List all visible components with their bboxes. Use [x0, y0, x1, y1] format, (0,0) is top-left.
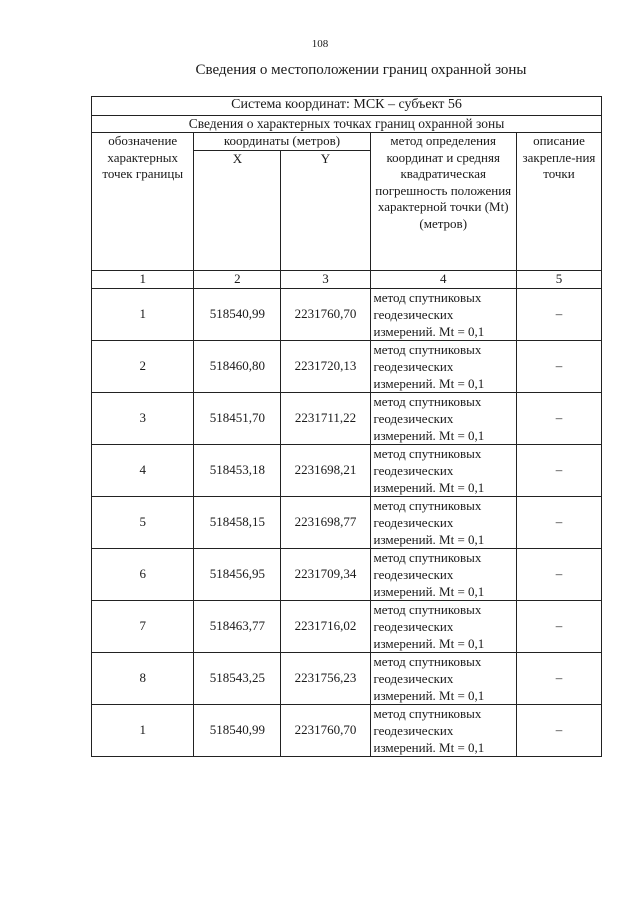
y-cell: 2231698,21 [281, 444, 370, 496]
point-cell: 3 [92, 392, 194, 444]
y-cell: 2231760,70 [281, 288, 370, 340]
method-cell: метод спутниковых геодезических измерений. Mt = 0,1 [370, 288, 516, 340]
header-y: Y [320, 150, 331, 166]
x-cell: 518451,70 [194, 392, 281, 444]
method-cell: метод спутниковых геодезических измерений. Mt = 0,1 [370, 392, 516, 444]
point-cell: 6 [92, 548, 194, 600]
point-cell: 1 [92, 288, 194, 340]
column-number: 5 [516, 270, 601, 288]
point-cell: 8 [92, 652, 194, 704]
y-cell: 2231698,77 [281, 496, 370, 548]
column-number: 1 [92, 270, 194, 288]
header-method: метод определения координат и средняя квадратическая погрешность положения характерной точки (Mt) (метров) [370, 133, 516, 271]
point-cell: 1 [92, 704, 194, 756]
fixing-cell: – [516, 444, 601, 496]
fixing-cell: – [516, 600, 601, 652]
y-cell: 2231720,13 [281, 340, 370, 392]
table-row [92, 496, 602, 548]
x-cell: 518453,18 [194, 444, 281, 496]
table-row [92, 288, 602, 340]
coordinate-system-cell: Система координат: МСК – субъект 56 [92, 97, 602, 116]
method-cell: метод спутниковых геодезических измерений. Mt = 0,1 [370, 704, 516, 756]
column-number: 2 [194, 270, 281, 288]
fixing-cell: – [516, 652, 601, 704]
header-xy [194, 151, 369, 270]
x-cell: 518456,95 [194, 548, 281, 600]
table-row [92, 600, 602, 652]
header-x: X [194, 151, 281, 270]
y-cell: 2231709,34 [281, 548, 370, 600]
y-cell: 2231716,02 [281, 600, 370, 652]
y-cell: 2231711,22 [281, 392, 370, 444]
boundary-points-table [91, 96, 602, 757]
x-cell: 518460,80 [194, 340, 281, 392]
fixing-cell: – [516, 288, 601, 340]
header-fixing: описание закрепле-ния точки [516, 133, 601, 271]
fixing-cell: – [516, 496, 601, 548]
point-cell: 5 [92, 496, 194, 548]
column-numbers-row [92, 270, 602, 288]
x-cell: 518543,25 [194, 652, 281, 704]
y-cell: 2231760,70 [281, 704, 370, 756]
method-cell: метод спутниковых геодезических измерений. Mt = 0,1 [370, 600, 516, 652]
y-cell: 2231756,23 [281, 652, 370, 704]
x-cell: 518540,99 [194, 288, 281, 340]
coordinate-system-row [92, 97, 602, 116]
point-cell: 7 [92, 600, 194, 652]
method-cell: метод спутниковых геодезических измерений. Mt = 0,1 [370, 340, 516, 392]
table-row [92, 340, 602, 392]
x-cell: 518540,99 [194, 704, 281, 756]
fixing-cell: – [516, 340, 601, 392]
header-coordinates [194, 133, 370, 271]
table-row [92, 704, 602, 756]
point-cell: 2 [92, 340, 194, 392]
table-subtitle-cell: Сведения о характерных точках границ охранной зоны [92, 116, 602, 133]
table-row [92, 444, 602, 496]
x-cell: 518458,15 [194, 496, 281, 548]
header-coordinates-label: координаты (метров) [194, 133, 369, 151]
table-subtitle-row [92, 116, 602, 133]
table-row [92, 392, 602, 444]
method-cell: метод спутниковых геодезических измерений. Mt = 0,1 [370, 496, 516, 548]
method-cell: метод спутниковых геодезических измерений. Mt = 0,1 [370, 444, 516, 496]
fixing-cell: – [516, 392, 601, 444]
method-cell: метод спутниковых геодезических измерений. Mt = 0,1 [370, 548, 516, 600]
column-number: 4 [370, 270, 516, 288]
method-cell: метод спутниковых геодезических измерений. Mt = 0,1 [370, 652, 516, 704]
fixing-cell: – [516, 548, 601, 600]
table-row [92, 652, 602, 704]
fixing-cell: – [516, 704, 601, 756]
x-cell: 518463,77 [194, 600, 281, 652]
table-row [92, 548, 602, 600]
column-number: 3 [281, 270, 370, 288]
document-title: Сведения о местоположении границ охранной зоны [195, 62, 527, 78]
point-cell: 4 [92, 444, 194, 496]
page-number: 108 [311, 38, 329, 50]
table-header-row [92, 133, 602, 271]
header-designation: обозначение характерных точек границы [92, 133, 194, 271]
